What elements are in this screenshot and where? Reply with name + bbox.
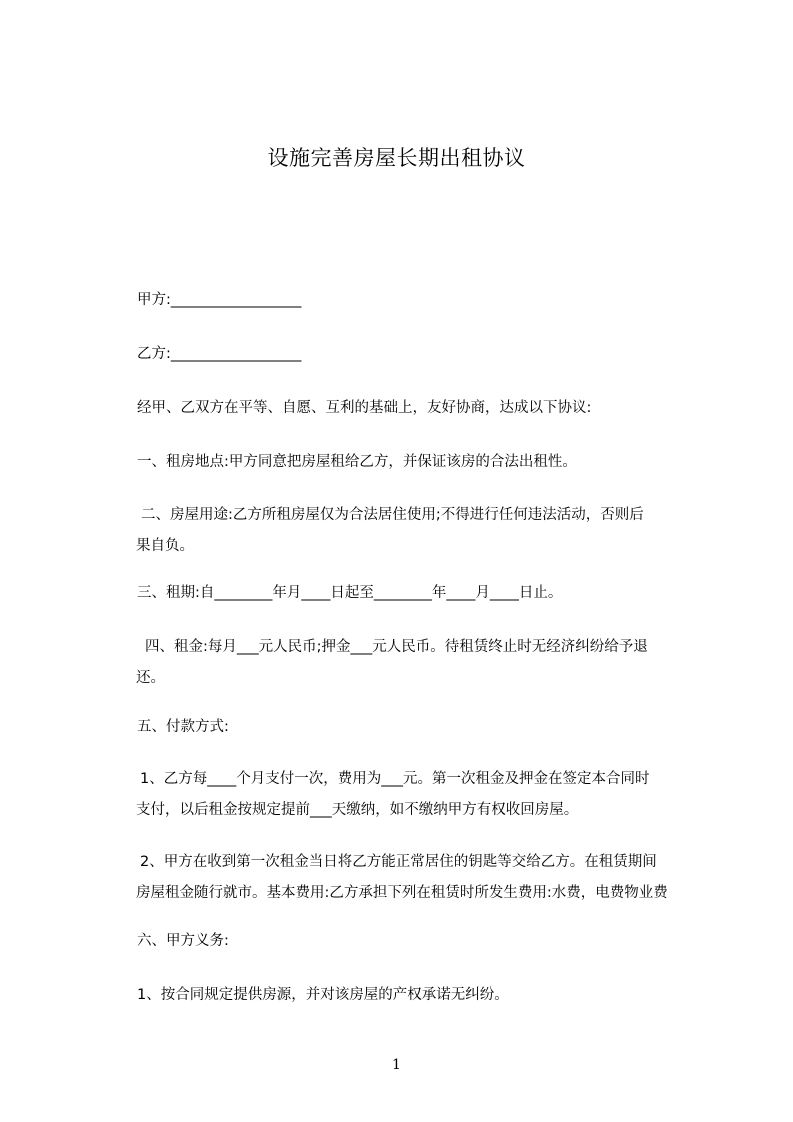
clause-2	[137, 500, 713, 562]
clause-5-item-1	[137, 764, 713, 826]
clause-5-item-2-line-1: 2、甲方在收到第一次租金当日将乙方能正常居住的钥匙等交给乙方。在租赁期间	[140, 854, 657, 870]
clause-3: 三、租期:自________年月____日起至________年____月____日止。	[137, 585, 563, 601]
party-b-line: 乙方:__________________	[137, 346, 302, 362]
clause-5-item-1-line-1: 1、乙方每____个月支付一次，费用为___元。第一次租金及押金在签定本合同时	[140, 771, 650, 787]
clause-2-line-2: 果自负。	[136, 538, 194, 554]
clause-6-heading: 六、甲方义务:	[137, 933, 229, 949]
page-number: 1	[392, 1057, 401, 1073]
clause-5-item-1-line-2: 支付，以后租金按规定提前___天缴纳，如不缴纳甲方有权收回房屋。	[136, 802, 579, 818]
clause-6-item-1: 1、按合同规定提供房源，并对该房屋的产权承诺无纠纷。	[137, 987, 509, 1003]
clause-2-line-1: 二、房屋用途:乙方所租房屋仅为合法居住使用;不得进行任何违法活动，否则后	[141, 507, 644, 523]
clause-5-item-2	[137, 847, 713, 909]
clause-5-heading: 五、付款方式:	[137, 719, 229, 735]
clause-1: 一、租房地点:甲方同意把房屋租给乙方，并保证该房的合法出租性。	[137, 454, 577, 470]
intro-paragraph: 经甲、乙双方在平等、自愿、互利的基础上，友好协商，达成以下协议:	[137, 400, 592, 416]
clause-4	[137, 632, 713, 694]
clause-4-line-2: 还。	[136, 670, 165, 686]
clause-5-item-2-line-2: 房屋租金随行就市。基本费用:乙方承担下列在租赁时所发生费用:水费，电费物业费	[136, 885, 668, 901]
document-title: 设施完善房屋长期出租协议	[267, 146, 526, 170]
clause-4-line-1: 四、租金:每月___元人民币;押金___元人民币。待租赁终止时无经济纠纷给予退	[145, 639, 648, 655]
party-a-line: 甲方:__________________	[137, 292, 302, 308]
